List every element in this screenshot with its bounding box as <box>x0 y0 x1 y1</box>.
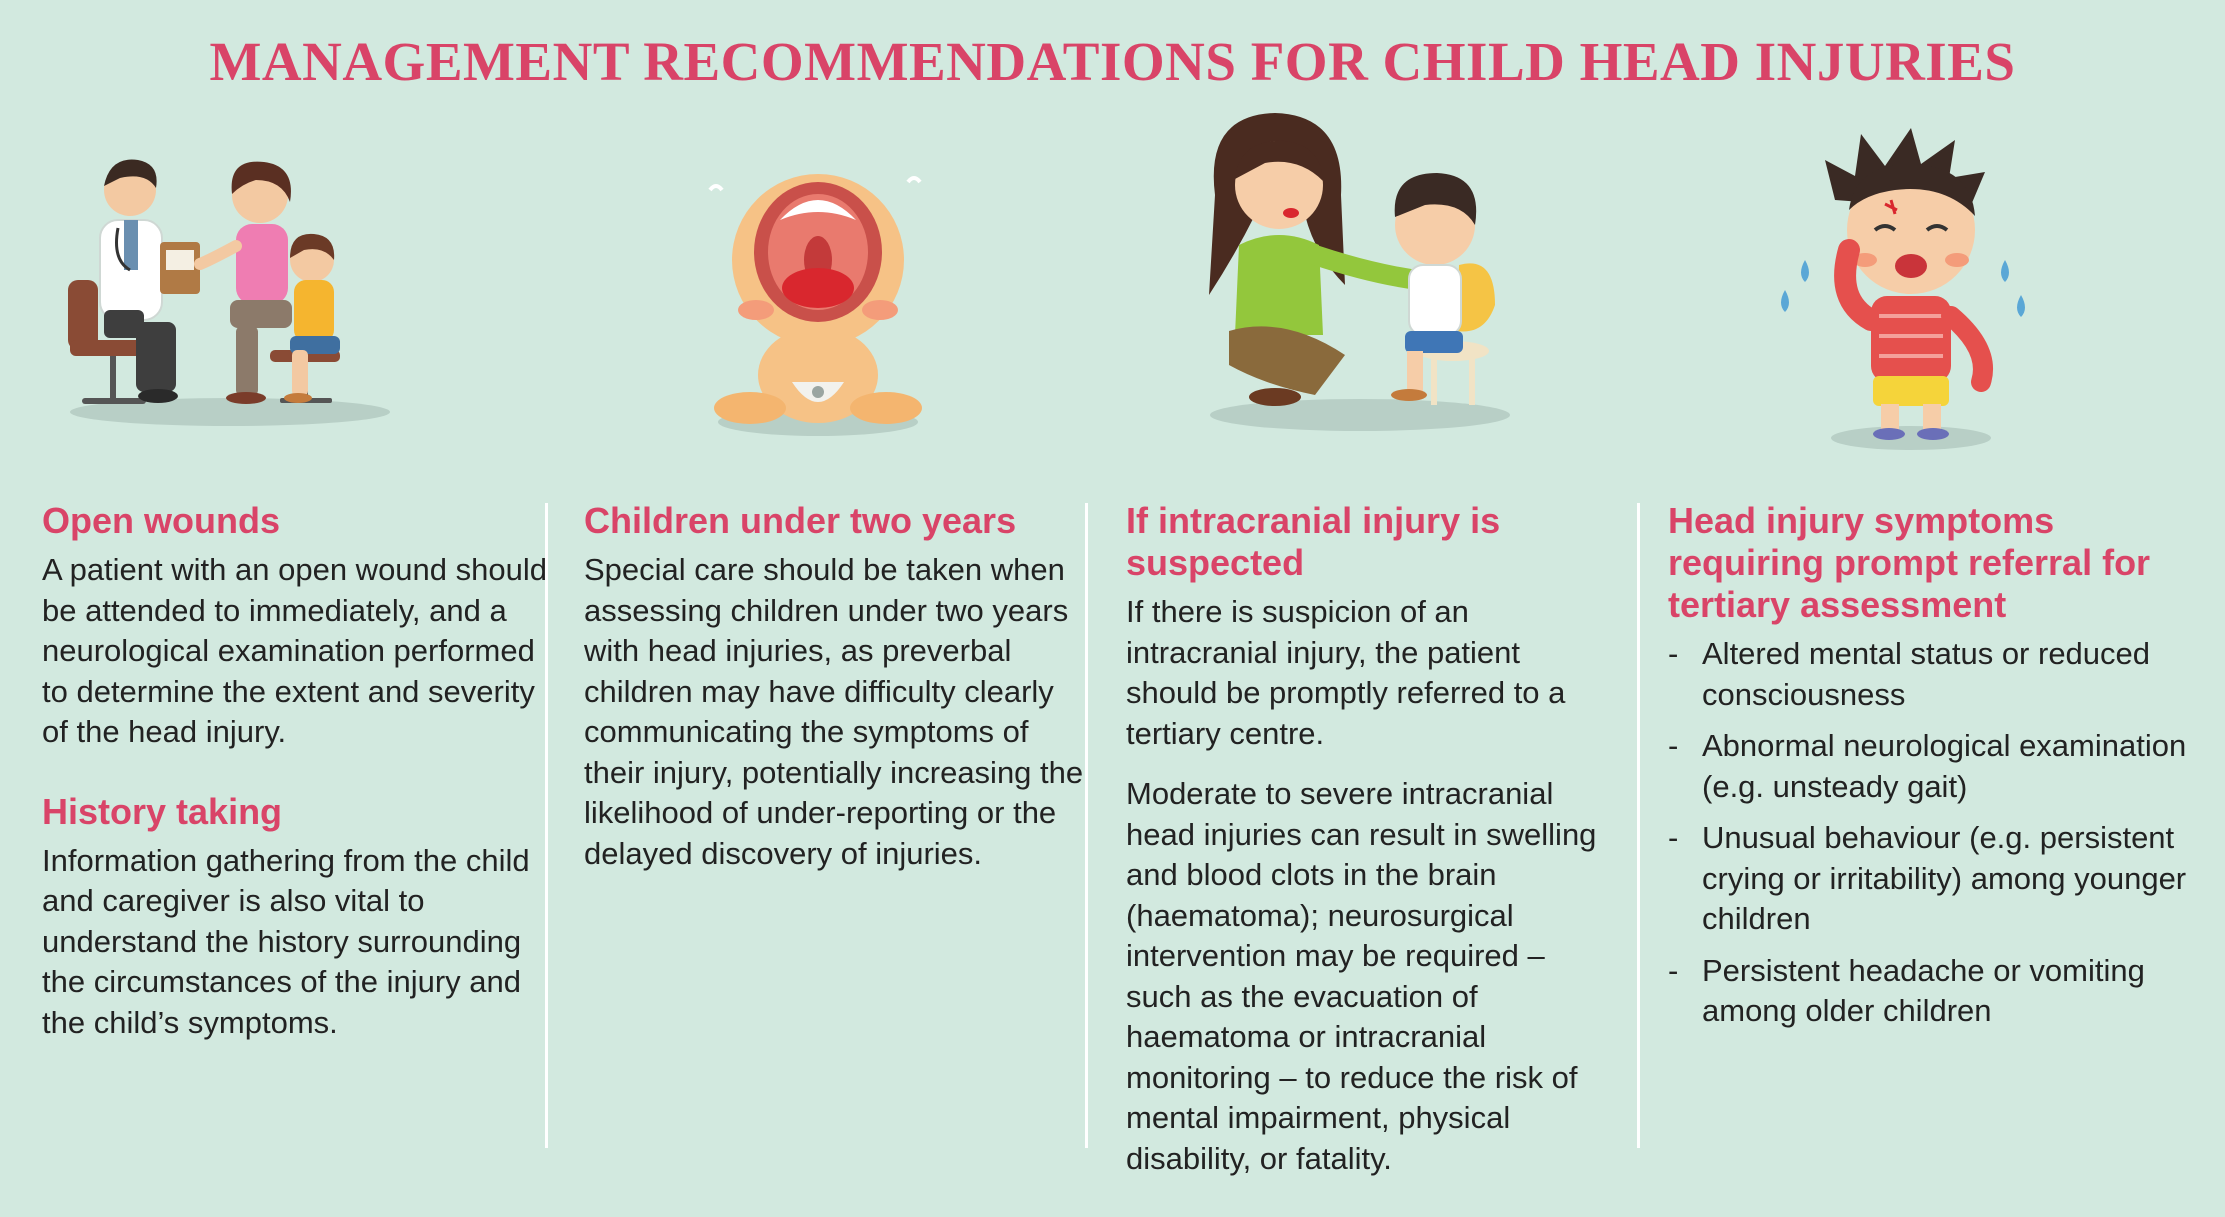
list-item-text: Altered mental status or reduced consciousness <box>1702 636 2151 712</box>
section-heading: Open wounds <box>42 500 280 541</box>
section-heading: Head injury symptoms requiring prompt referral for tertiary assessment <box>1668 500 2151 625</box>
list-item <box>1668 818 2208 940</box>
section-body: Information gathering from the child and caregiver is also vital to understand the history surrounding the circumstances of the injury and the child’s symptoms. <box>42 842 530 1040</box>
page-title: MANAGEMENT RECOMMENDATIONS FOR CHILD HEAD INJURIES <box>209 31 2016 92</box>
section-heading: Children under two years <box>584 500 1017 541</box>
doctor-consultation-icon <box>60 150 420 440</box>
section-heading: If intracranial injury is suspected <box>1126 500 1501 583</box>
list-item <box>1668 951 2208 1032</box>
symptom-list <box>1668 634 2208 1032</box>
bullet-dash: - <box>1668 952 1679 988</box>
list-item-text: Unusual behaviour (e.g. persistent crying or irritability) among younger children <box>1702 820 2187 936</box>
section-body: A patient with an open wound should be attended to immediately, and a neurological examination performed to determine the extent and severity of the head injury. <box>42 552 547 749</box>
list-item-text: Persistent headache or vomiting among older children <box>1702 952 2145 1028</box>
list-item-text: Abnormal neurological examination (e.g. unsteady gait) <box>1702 728 2187 804</box>
column-referral-symptoms <box>1668 500 2208 1043</box>
bullet-dash: - <box>1668 728 1679 763</box>
list-item <box>1668 634 2208 715</box>
column-intracranial-injury <box>1126 500 1616 1217</box>
bullet-dash: - <box>1668 820 1679 855</box>
section-body: Moderate to severe intracranial head injuries can result in swelling and blood clots in the brain (haematoma); neurosurgical intervention may be required – such as the evacuation of haematoma or intracranial monitoring – to reduce the risk of mental impairment, physical disability, or fatality. <box>1126 776 1597 1176</box>
section-body: Special care should be taken when assessing children under two years with head injuries, as preverbal children may have difficulty clearly communicating the symptoms of their injury, potentially increasing the likelihood of under-reporting or the delayed discovery of injuries. <box>584 552 1084 871</box>
column-open-wounds <box>42 500 552 1081</box>
section-body: If there is suspicion of an intracranial injury, the patient should be promptly referred to a tertiary centre. <box>1126 594 1566 751</box>
column-children-under-two <box>584 500 1094 912</box>
crying-injured-boy-icon <box>1765 120 2045 460</box>
column-divider <box>1637 503 1640 1148</box>
section-heading: History taking <box>42 790 283 832</box>
list-item <box>1668 726 2208 807</box>
crying-baby-icon <box>700 160 940 440</box>
caregiver-comforting-child-icon <box>1195 105 1525 435</box>
bullet-dash: - <box>1668 636 1679 671</box>
